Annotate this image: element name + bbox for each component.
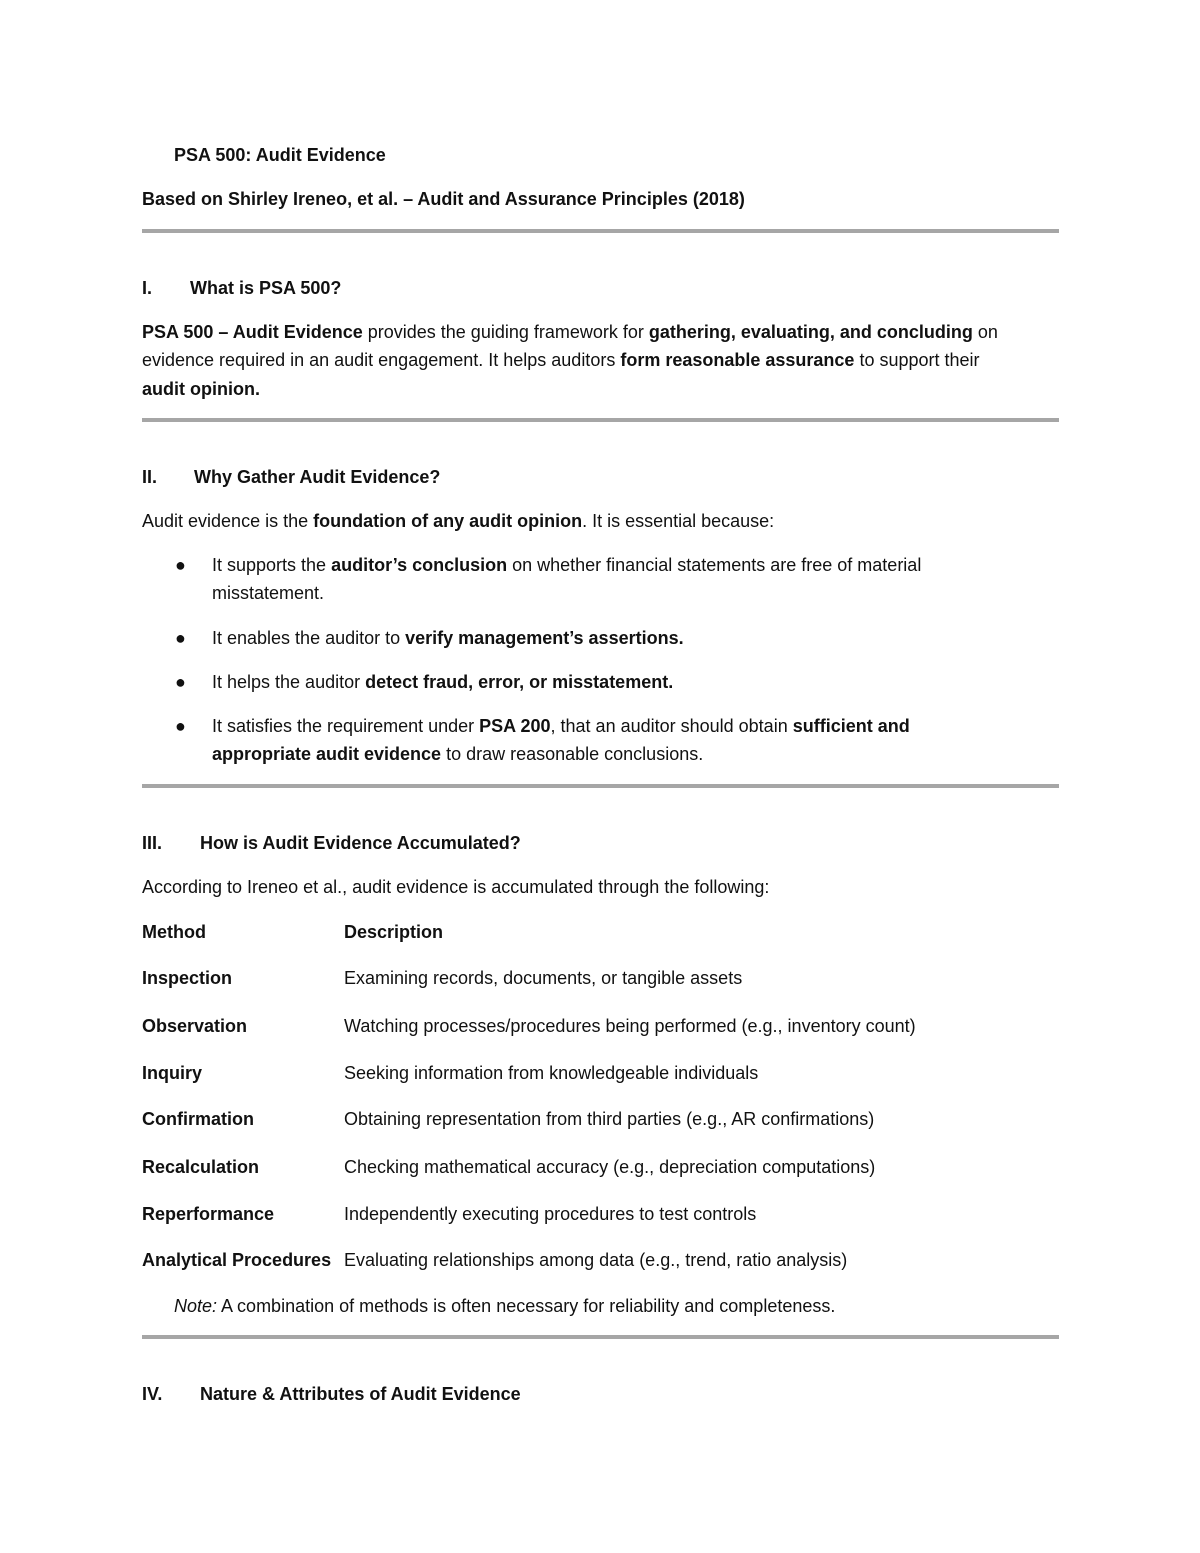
section-title: How is Audit Evidence Accumulated? <box>200 833 521 853</box>
bullet-icon: ● <box>175 628 186 648</box>
bold-text: gathering, evaluating, and concluding <box>648 322 973 342</box>
text: Audit evidence is the <box>142 511 314 531</box>
section-1-paragraph-line <box>142 318 998 346</box>
section-number: I. <box>142 278 153 298</box>
divider <box>142 418 1059 422</box>
section-3-intro: According to Ireneo et al., audit evidence is accumulated through the following: <box>142 877 770 897</box>
section-title: Nature & Attributes of Audit Evidence <box>200 1384 521 1404</box>
table-cell-method: Confirmation <box>142 1109 254 1129</box>
table-cell-description: Examining records, documents, or tangible assets <box>344 968 743 988</box>
table-cell-description: Watching processes/procedures being performed (e.g., inventory count) <box>344 1016 916 1036</box>
section-number: II. <box>142 467 158 487</box>
section-4-heading <box>142 1380 521 1408</box>
bold-text: foundation of any audit opinion <box>313 511 583 531</box>
table-header-method: Method <box>142 922 206 942</box>
list-item: It satisfies the requirement under PSA 200, that an auditor should obtain sufficient and appropriate audit evidence to draw reasonable conclusions. <box>212 716 910 764</box>
section-2-intro <box>142 507 774 535</box>
bold-text: form reasonable assurance <box>620 350 855 370</box>
list-item: It supports the auditor’s conclusion on whether financial statements are free of material misstatement. <box>212 555 922 603</box>
source-line: Based on Shirley Ireneo, et al. – Audit and Assurance Principles (2018) <box>142 189 745 209</box>
note-label: Note: <box>174 1296 218 1316</box>
section-title: What is PSA 500? <box>190 278 342 298</box>
bullet-icon: ● <box>175 555 186 575</box>
table-cell-method: Analytical Procedures <box>142 1250 332 1270</box>
text: on <box>972 322 998 342</box>
bold-text: PSA 500 – Audit Evidence <box>142 322 363 342</box>
text: evidence required in an audit engagement. It helps auditors <box>142 350 621 370</box>
table-cell-description: Evaluating relationships among data (e.g., trend, ratio analysis) <box>344 1250 848 1270</box>
divider <box>142 229 1059 233</box>
bullet-icon: ● <box>175 716 186 736</box>
table-cell-method: Reperformance <box>142 1204 275 1224</box>
table-cell-method: Observation <box>142 1016 248 1036</box>
table-cell-description: Seeking information from knowledgeable individuals <box>344 1063 759 1083</box>
section-1-paragraph-line <box>142 346 980 374</box>
section-number: III. <box>142 833 163 853</box>
section-number: IV. <box>142 1384 163 1404</box>
note <box>174 1292 835 1320</box>
section-3-heading <box>142 829 521 857</box>
section-1-paragraph-line: audit opinion. <box>142 379 260 399</box>
text: to support their <box>854 350 980 370</box>
note-text: A combination of methods is often necessary for reliability and completeness. <box>217 1296 836 1316</box>
text: . It is essential because: <box>582 511 775 531</box>
section-2-heading <box>142 463 440 491</box>
section-1-heading <box>142 274 341 302</box>
bullet-icon: ● <box>175 672 186 692</box>
divider <box>142 1335 1059 1339</box>
table-cell-description: Obtaining representation from third parties (e.g., AR confirmations) <box>344 1109 875 1129</box>
text: provides the guiding framework for <box>362 322 649 342</box>
document-title: PSA 500: Audit Evidence <box>174 145 386 165</box>
divider <box>142 784 1059 788</box>
table-cell-method: Recalculation <box>142 1157 260 1177</box>
table-cell-method: Inspection <box>142 968 233 988</box>
table-cell-method: Inquiry <box>142 1063 203 1083</box>
list-item: It enables the auditor to verify management’s assertions. <box>212 628 684 648</box>
list-item: It helps the auditor detect fraud, error, or misstatement. <box>212 672 674 692</box>
table-cell-description: Independently executing procedures to test controls <box>344 1204 757 1224</box>
section-title: Why Gather Audit Evidence? <box>194 467 441 487</box>
table-header-description: Description <box>344 922 444 942</box>
table-cell-description: Checking mathematical accuracy (e.g., depreciation computations) <box>344 1157 876 1177</box>
